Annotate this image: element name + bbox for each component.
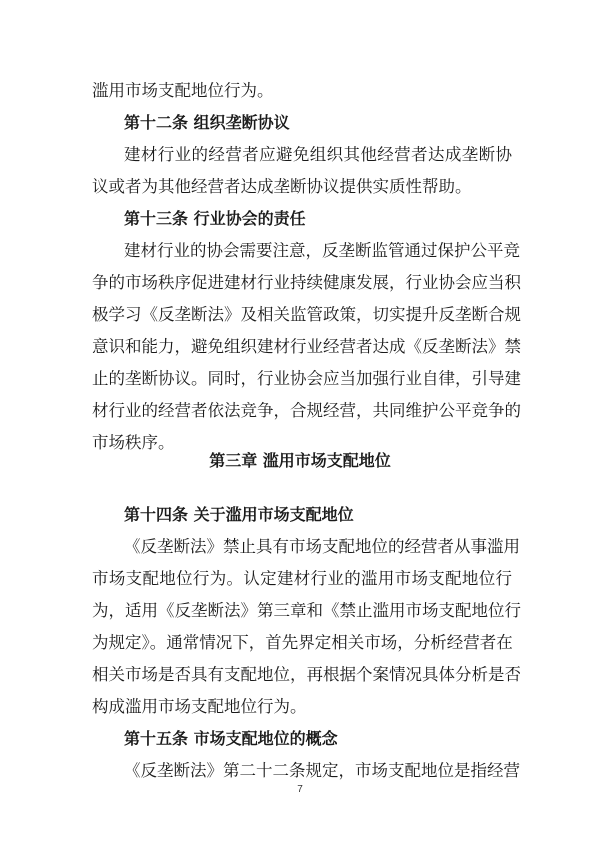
paragraph-line: 为，适用《反垄断法》第三章和《禁止滥用市场支配地位行	[92, 601, 521, 620]
article-heading-15: 第十五条 市场支配地位的概念	[124, 729, 338, 748]
paragraph-line: 构成滥用市场支配地位行为。	[92, 697, 307, 716]
paragraph-line: 市场秩序。	[92, 433, 175, 452]
paragraph-line: 《反垄断法》禁止具有市场支配地位的经营者从事滥用	[124, 537, 520, 556]
paragraph-line: 议或者为其他经营者达成垄断协议提供实质性帮助。	[92, 177, 472, 196]
paragraph-line: 相关市场是否具有支配地位，再根据个案情况具体分析是否	[92, 665, 521, 684]
page-number: 7	[297, 784, 303, 795]
paragraph-line: 建材行业的经营者应避免组织其他经营者达成垄断协	[124, 145, 512, 164]
article-heading-14: 第十四条 关于滥用市场支配地位	[124, 505, 354, 524]
paragraph-line: 建材行业的协会需要注意，反垄断监管通过保护公平竞	[124, 241, 520, 260]
paragraph-line: 意识和能力，避免组织建材行业经营者达成《反垄断法》禁	[92, 337, 521, 356]
paragraph-line: 争的市场秩序促进建材行业持续健康发展，行业协会应当积	[92, 273, 521, 292]
article-heading-13: 第十三条 行业协会的责任	[124, 209, 306, 228]
article-heading-12: 第十二条 组织垄断协议	[124, 113, 290, 132]
paragraph-line: 极学习《反垄断法》及相关监管政策，切实提升反垄断合规	[92, 305, 521, 324]
paragraph-line: 《反垄断法》第二十二条规定，市场支配地位是指经营	[124, 761, 520, 780]
paragraph-line: 为规定》。通常情况下，首先界定相关市场，分析经营者在	[92, 633, 513, 652]
paragraph-line: 材行业的经营者依法竞争，合规经营，共同维护公平竞争的	[92, 401, 521, 420]
chapter-heading: 第三章 滥用市场支配地位	[209, 451, 391, 470]
paragraph-line: 止的垄断协议。同时，行业协会应当加强行业自律，引导建	[92, 369, 521, 388]
paragraph-line: 市场支配地位行为。认定建材行业的滥用市场支配地位行	[92, 569, 512, 588]
paragraph-line: 滥用市场支配地位行为。	[92, 81, 274, 100]
